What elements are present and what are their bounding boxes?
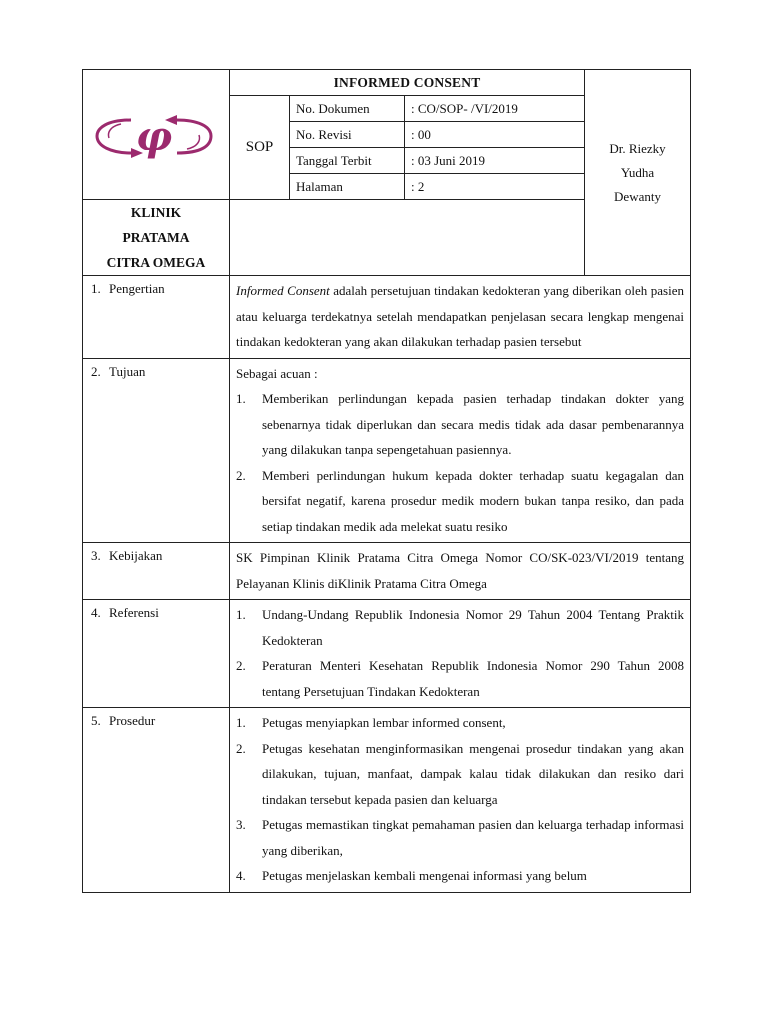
section-number: 5. xyxy=(91,713,101,728)
numbered-list xyxy=(236,386,684,539)
section-content xyxy=(230,358,691,543)
list-item xyxy=(236,710,684,736)
section-number: 1. xyxy=(91,281,101,296)
section-content: SK Pimpinan Klinik Pratama Citra Omega Nomor CO/SK-023/VI/2019 tentang Pelayanan Klinis diKlinik Pratama Citra Omega xyxy=(230,543,691,600)
list-number: 4. xyxy=(236,868,246,883)
list-text: Petugas kesehatan menginformasikan mengenai prosedur tindakan yang akan dilakukan, tujuan, manfaat, dampak kalau tidak dilakukan dan resiko dari tindakan tersebut kepada pasien dan keluarga xyxy=(262,740,684,807)
section-number: 2. xyxy=(91,363,101,379)
doctor-name-line: Dr. Riezky xyxy=(609,140,666,156)
section-label xyxy=(83,358,230,543)
section-number: 4. xyxy=(91,605,101,620)
numbered-list xyxy=(236,602,684,704)
logo-cell xyxy=(83,70,230,200)
italic-term: Informed Consent xyxy=(236,283,330,298)
section-row-prosedur xyxy=(83,708,691,893)
section-content xyxy=(230,708,691,893)
sop-label: SOP xyxy=(230,96,290,200)
list-item xyxy=(236,863,684,889)
section-title: Kebijakan xyxy=(109,548,163,563)
section-content xyxy=(230,276,691,359)
section-title: Referensi xyxy=(109,605,159,620)
doctor-name-line: Yudha xyxy=(620,164,655,180)
clinic-name-line: CITRA OMEGA xyxy=(106,255,206,270)
list-item xyxy=(236,463,684,540)
list-text: Undang-Undang Republik Indonesia Nomor 29 Tahun 2004 Tentang Praktik Kedokteran xyxy=(262,607,684,648)
list-text: Peraturan Menteri Kesehatan Republik Indonesia Nomor 290 Tahun 2008 tentang Persetujuan Tindakan Kedokteran xyxy=(262,658,684,699)
list-text: Memberikan perlindungan kepada pasien terhadap tindakan dokter yang sebenarnya tidak diperlukan dan secara medis tidak ada dasar pembenarannya yang dilakukan tanpa sepengetahuan pasiennya. xyxy=(262,391,684,457)
list-item xyxy=(236,736,684,813)
list-item xyxy=(236,812,684,863)
clinic-name-line: KLINIK xyxy=(130,205,182,220)
section-row-kebijakan xyxy=(83,543,691,600)
list-number: 3. xyxy=(236,817,246,832)
list-text: Petugas menjelaskan kembali mengenai informasi yang belum xyxy=(262,868,587,883)
list-item xyxy=(236,602,684,653)
section-label xyxy=(83,708,230,893)
section-label xyxy=(83,543,230,600)
clinic-name-cell xyxy=(83,200,230,276)
section-title: Prosedur xyxy=(109,713,156,728)
list-text: Petugas memastikan tingkat pemahaman pasien dan keluarga terhadap informasi yang diberikan, xyxy=(262,817,684,858)
svg-text:φ: φ xyxy=(135,113,173,160)
clinic-name-line: PRATAMA xyxy=(122,230,190,245)
meta-label: No. Revisi xyxy=(290,122,405,148)
meta-value: : 03 Juni 2019 xyxy=(405,148,585,174)
list-item xyxy=(236,653,684,704)
meta-value: : 2 xyxy=(405,174,585,200)
section-content xyxy=(230,600,691,708)
paragraph-text: adalah persetujuan tindakan kedokteran yang diberikan oleh pasien atau keluarga terdekatnya setelah mendapatkan penjelasan secara lengkap mengenai tindakan kedokteran yang akan dilakukan terhadap pasien tersebut xyxy=(236,283,684,349)
list-text: Petugas menyiapkan lembar informed consent, xyxy=(262,715,506,730)
sop-table xyxy=(82,69,691,893)
list-item xyxy=(236,386,684,463)
section-number: 3. xyxy=(91,548,101,563)
intro-text: Sebagai acuan : xyxy=(236,365,318,381)
list-text: Memberi perlindungan hukum kepada dokter terhadap suatu kegagalan dan bersifat negatif, karena prosedur medik modern bukan tanpa resiko, dan pada setiap tindakan medik ada melekat suatu resiko xyxy=(262,467,684,534)
sop-document xyxy=(82,69,690,893)
clinic-logo-icon xyxy=(91,106,221,168)
numbered-list xyxy=(236,710,684,889)
section-row-pengertian xyxy=(83,276,691,359)
doctor-cell xyxy=(585,70,691,276)
list-number: 1. xyxy=(236,607,246,622)
meta-label: Halaman xyxy=(290,174,405,200)
section-title: Tujuan xyxy=(109,363,146,379)
meta-value: : 00 xyxy=(405,122,585,148)
section-label xyxy=(83,276,230,359)
blank-header-cell xyxy=(230,200,585,276)
list-number: 2. xyxy=(236,740,246,756)
list-number: 2. xyxy=(236,658,246,673)
meta-label: Tanggal Terbit xyxy=(290,148,405,174)
section-label xyxy=(83,600,230,708)
section-title: Pengertian xyxy=(109,281,165,296)
document-title: INFORMED CONSENT xyxy=(230,70,585,96)
section-row-referensi xyxy=(83,600,691,708)
list-number: 1. xyxy=(236,391,246,406)
list-number: 1. xyxy=(236,715,246,730)
doctor-name-line: Dewanty xyxy=(614,188,661,204)
section-row-tujuan xyxy=(83,358,691,543)
list-number: 2. xyxy=(236,467,246,483)
meta-label: No. Dokumen xyxy=(290,96,405,122)
meta-value: : CO/SOP- /VI/2019 xyxy=(405,96,585,122)
